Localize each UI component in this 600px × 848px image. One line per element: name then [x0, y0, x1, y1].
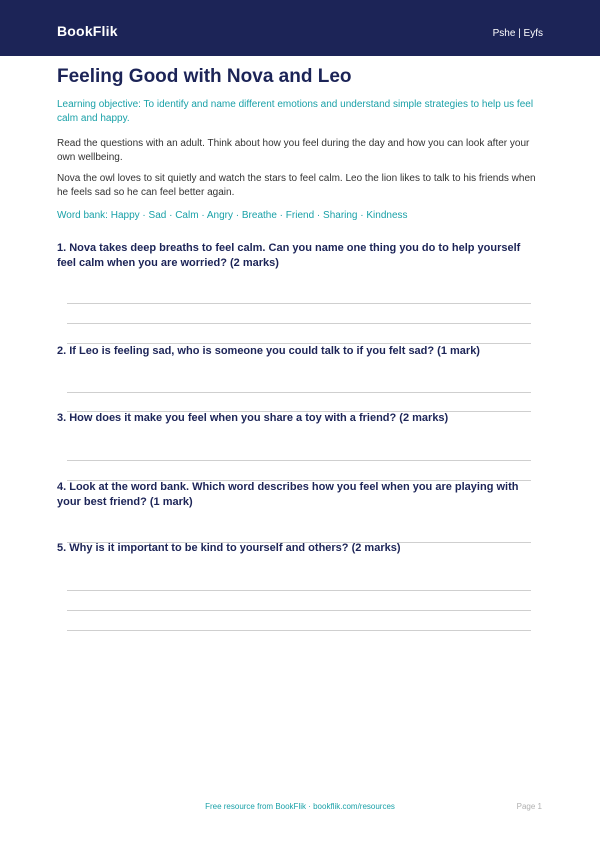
answer-line[interactable] — [67, 610, 531, 611]
answer-line[interactable] — [67, 630, 531, 631]
question-2: 2. If Leo is feeling sad, who is someone you could talk to if you felt sad? (1 mark) — [57, 345, 480, 357]
brand-logo-text[interactable]: BookFlik — [57, 23, 118, 39]
question-5: 5. Why is it important to be kind to yourself and others? (2 marks) — [57, 542, 401, 554]
question-1: 1. Nova takes deep breaths to feel calm. Can you name one thing you do to help yourself feel calm when you are worried? (2 marks) — [57, 242, 521, 269]
question-3: 3. How does it make you feel when you share a toy with a friend? (2 marks) — [57, 412, 449, 424]
word-bank: Word bank: Happy · Sad · Calm · Angry · Breathe · Friend · Sharing · Kindness — [57, 210, 408, 221]
learning-objective: Learning objective: To identify and name different emotions and understand simple strategies to help us feel calm and happy. — [57, 99, 534, 124]
intro-paragraph-2: Nova the owl loves to sit quietly and watch the stars to feel calm. Leo the lion likes to talk to his friends when he feels sad so he can feel better again. — [57, 173, 536, 198]
answer-line[interactable] — [67, 460, 531, 461]
header-bar — [0, 0, 600, 56]
page-title: Feeling Good with Nova and Leo — [57, 66, 352, 87]
answer-line[interactable] — [67, 392, 531, 393]
subject-tag: Pshe | Eyfs — [492, 28, 543, 39]
question-4: 4. Look at the word bank. Which word describes how you feel when you are playing with your best friend? (1 mark) — [57, 481, 519, 508]
answer-line[interactable] — [67, 323, 531, 324]
answer-line[interactable] — [67, 303, 531, 304]
answer-line[interactable] — [67, 590, 531, 591]
page-number: Page 1 — [516, 802, 542, 811]
footer-link[interactable]: Free resource from BookFlik · bookflik.com/resources — [205, 802, 395, 811]
intro-paragraph-1: Read the questions with an adult. Think about how you feel during the day and how you can look after your own wellbeing. — [57, 138, 530, 163]
